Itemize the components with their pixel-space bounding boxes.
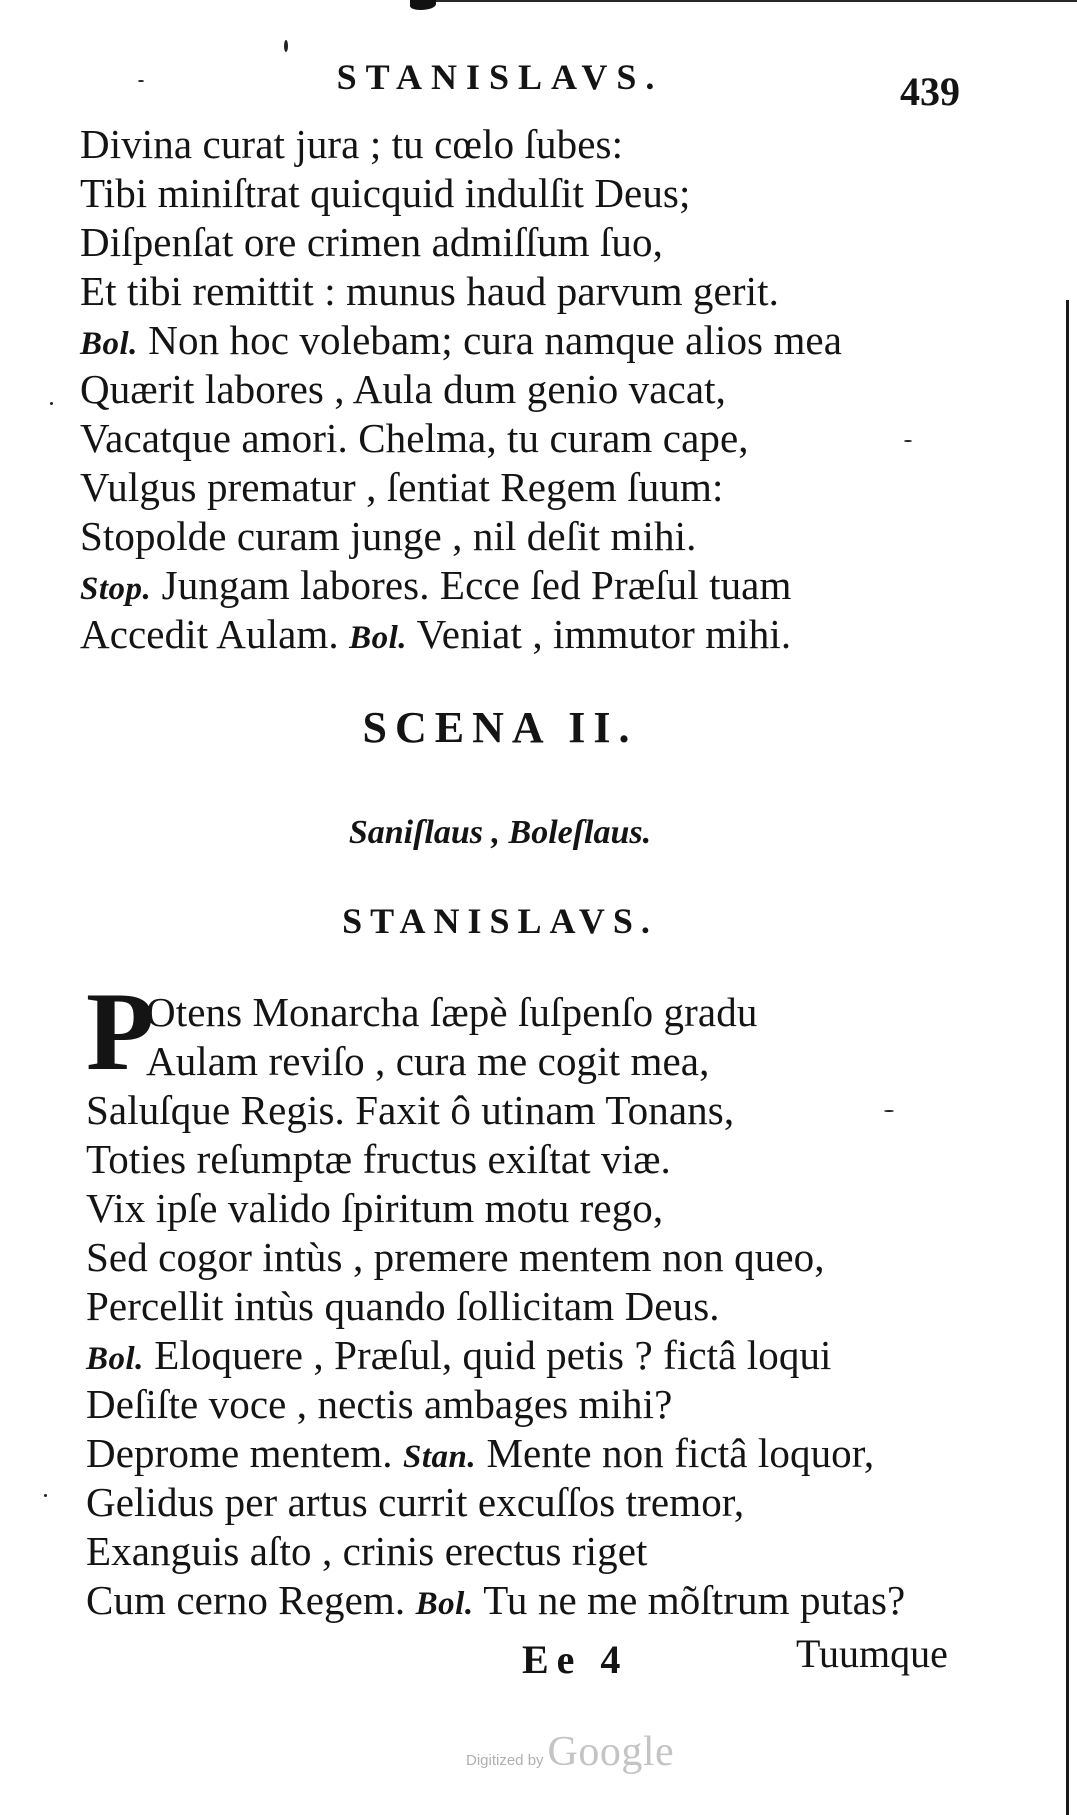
verse-text: Diſpenſat ore crimen admiſſum ſuo, [80,219,663,265]
verse-text: Saluſque Regis. Faxit ô utinam Tonans, [86,1087,735,1133]
verse-block-1 [80,120,1020,659]
verse-line [86,1184,1026,1233]
verse-text: Cum cerno Regem. [86,1577,406,1623]
speaker-heading: STANISLAVS. [342,901,658,941]
verse-line [86,1478,1026,1527]
verse-line [86,1527,1026,1576]
verse-line [86,1380,1026,1429]
verse-line [86,988,1026,1037]
verse-text: Quærit labores , Aula dum genio vacat, [80,366,726,412]
speaker-label: Bol. [80,326,138,362]
speaker-label: Bol. [86,1341,144,1377]
verse-text: Mente non fictâ loquor, [486,1430,875,1476]
verse-line [86,1429,1026,1478]
verse-line [80,365,1020,414]
verse-text: Accedit Aulam. [80,611,339,657]
verse-line [80,463,1020,512]
verse-text: Aulam reviſo , cura me cogit mea, [146,1038,710,1084]
speaker-label: Bol. [349,620,408,656]
verse-line [80,610,1020,659]
catchword: Tuumque [796,1631,948,1676]
verse-text: Percellit intùs quando ſollicitam Deus. [86,1283,720,1329]
verse-text: Sed cogor intùs , premere mentem non queo, [86,1234,825,1280]
verse-line [86,1135,1026,1184]
verse-line [80,120,1020,169]
drop-cap: P [86,970,155,1094]
verse-block-2 [86,988,1026,1625]
page-number: 439 [900,69,960,114]
google-logo: Google [547,1729,675,1775]
verse-line [80,561,1020,610]
verse-text: Gelidus per artus currit excuſſos tremor, [86,1479,745,1525]
verse-text: Tibi miniſtrat quicquid indulſit Deus; [80,170,691,216]
verse-text: Eloquere , Præſul, quid petis ? fictâ loqui [154,1332,832,1378]
page-edge-shadow [1066,300,1069,1815]
ink-speck [44,1494,47,1497]
verse-text: Exanguis aſto , crinis erectus riget [86,1528,648,1574]
verse-text: Et tibi remittit : munus haud parvum gerit. [80,268,779,314]
dramatis-personae: Saniſlaus , Boleſlaus. [348,814,652,851]
verse-text: Vulgus prematur , ſentiat Regem ſuum: [80,464,724,510]
verse-text: Vacatque amori. Chelma, tu curam cape, [80,415,749,461]
verse-text: Otens Monarcha ſæpè ſuſpenſo gradu [146,989,758,1035]
verse-line [86,1037,1026,1086]
verse-line [80,267,1020,316]
verse-line [80,169,1020,218]
digitized-by-google-watermark [466,1728,674,1776]
speaker-label: Stop. [80,571,152,607]
verse-line [86,1331,1026,1380]
signature-mark: Ee 4 [522,1637,629,1682]
verse-line [86,1233,1026,1282]
speaker-label: Stan. [402,1439,477,1475]
verse-line [80,512,1020,561]
verse-text: Tu ne me mõſtrum putas? [483,1577,906,1623]
ink-blot [410,0,436,10]
top-edge-rule [420,0,1077,7]
running-head: STANISLAVS. [336,57,664,97]
ink-speck [284,40,288,52]
ink-speck [50,402,53,405]
verse-line [80,414,1020,463]
verse-line [86,1282,1026,1331]
speaker-label: Bol. [415,1586,474,1622]
verse-text: Deprome mentem. [86,1430,393,1476]
verse-line [86,1086,1026,1135]
verse-text: Toties reſumptæ fructus exiſtat viæ. [86,1136,671,1182]
verse-text: Vix ipſe valido ſpiritum motu rego, [86,1185,664,1231]
verse-line [80,218,1020,267]
watermark-prefix: Digitized by [466,1752,544,1769]
scene-title: SCENA II. [362,703,638,752]
verse-text: Jungam labores. Ecce ſed Præſul tuam [161,562,792,608]
verse-text: Deſiſte voce , nectis ambages mihi? [86,1381,673,1427]
verse-text: Non hoc volebam; cura namque alios mea [148,317,843,363]
verse-line [86,1576,1026,1625]
verse-text: Veniat , immutor mihi. [416,611,792,657]
verse-text: Stopolde curam junge , nil deſit mihi. [80,513,697,559]
verse-line [80,316,1020,365]
verse-text: Divina curat jura ; tu cœlo ſubes: [80,121,624,167]
